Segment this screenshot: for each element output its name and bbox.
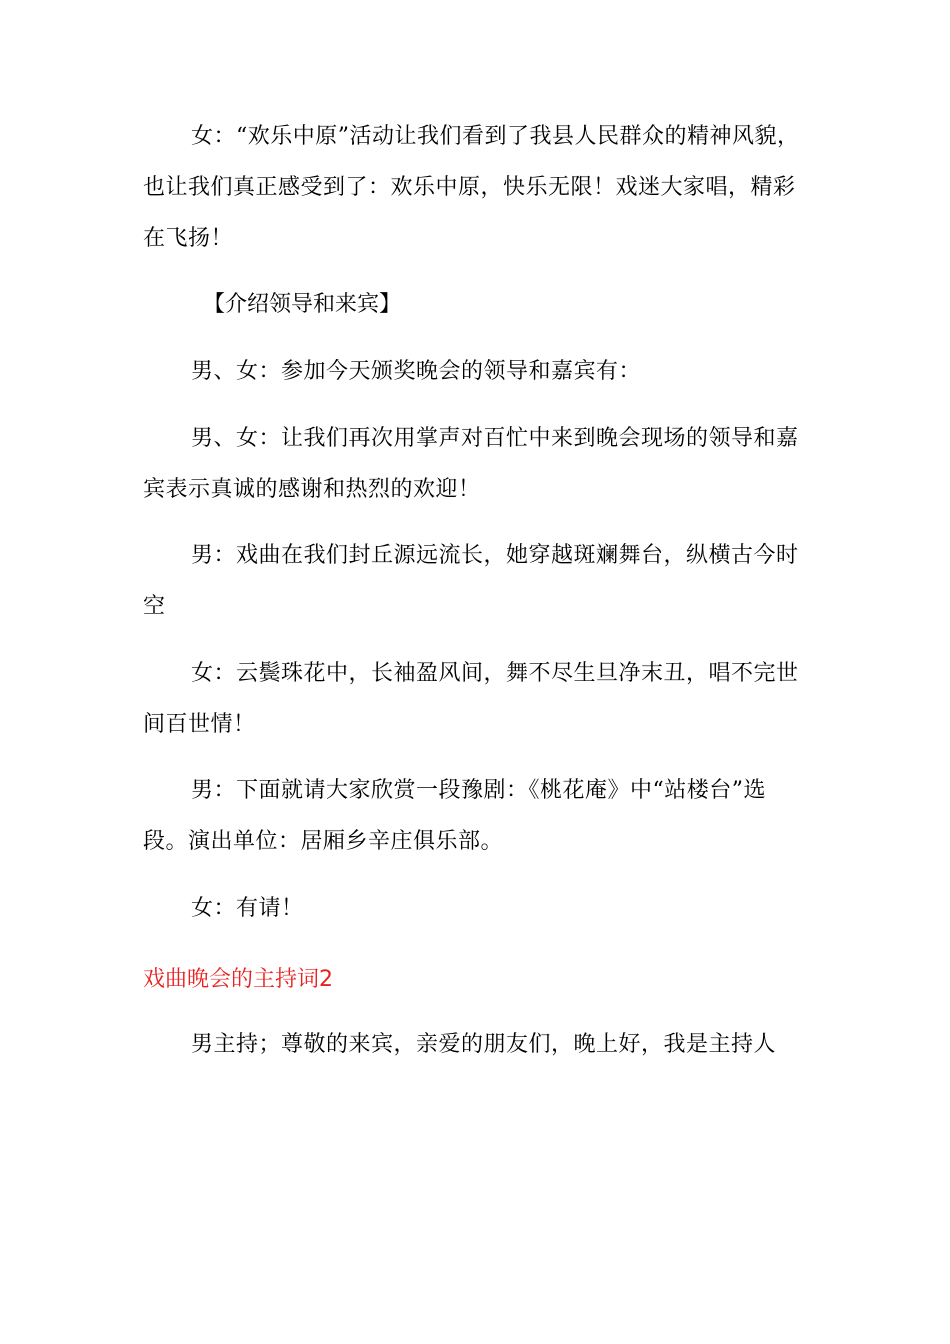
- paragraph-7: 女：有请！: [191, 896, 304, 921]
- section-title: 戏曲晚会的主持词2: [143, 967, 333, 992]
- paragraph-1: 女：“欢乐中原”活动让我们看到了我县人民群众的精神风貌，也让我们真正感受到了：欢乐中原，快乐无限！戏迷大家唱，精彩在飞扬！: [143, 124, 800, 251]
- paragraph-6: 男：下面就请大家欣赏一段豫剧：《桃花庵》中“站楼台”选段。演出单位：居厢乡辛庄俱乐部。: [143, 778, 766, 854]
- paragraph-8: 男主持；尊敬的来宾，亲爱的朋友们，晚上好，我是主持人: [191, 1032, 777, 1057]
- paragraph-2: 男、女：参加今天颁奖晚会的领导和嘉宾有：: [191, 359, 642, 384]
- paragraph-3: 男、女：让我们再次用掌声对百忙中来到晚会现场的领导和嘉宾表示真诚的感谢和热烈的欢迎！: [143, 426, 799, 502]
- paragraph-4: 男：戏曲在我们封丘源远流长，她穿越斑斓舞台，纵横古今时空: [143, 543, 799, 619]
- bracket-heading: 【介绍领导和来宾】: [203, 292, 402, 317]
- paragraph-5: 女：云鬓珠花中，长袖盈风间，舞不尽生旦净末丑，唱不完世间百世情！: [143, 661, 799, 737]
